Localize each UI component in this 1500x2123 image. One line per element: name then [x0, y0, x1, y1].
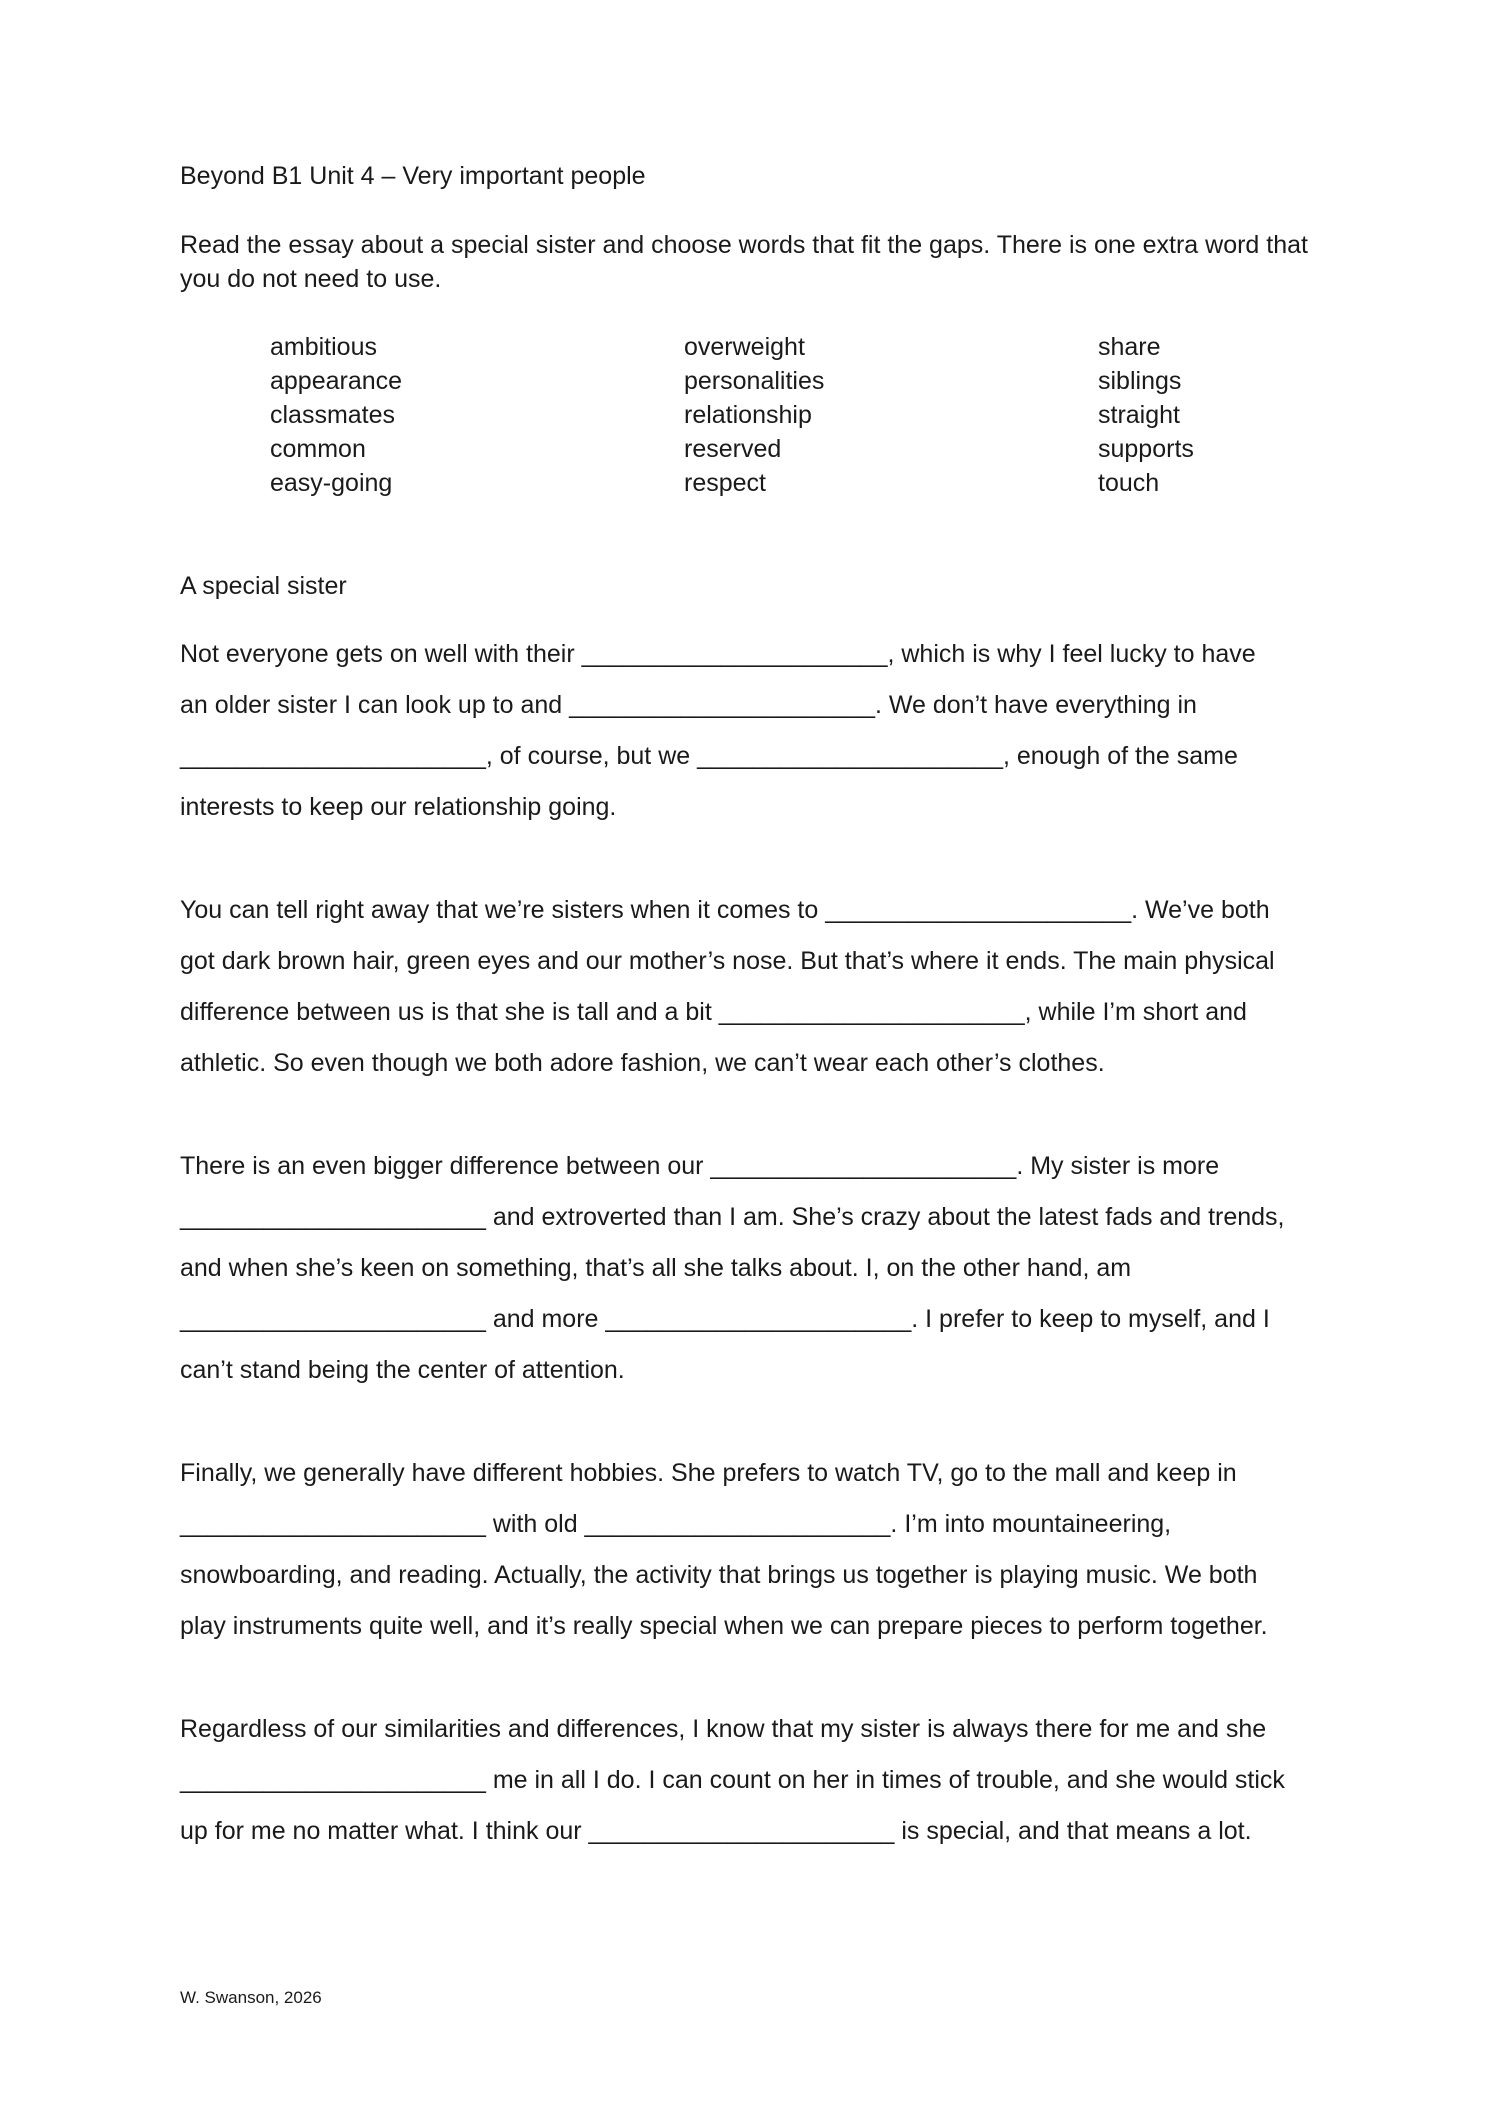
- word-bank-item: siblings: [1098, 367, 1182, 395]
- word-bank-item: personalities: [684, 367, 825, 395]
- essay-line: ______________________ me in all I do. I can count on her in times of trouble, and she would stick: [180, 1766, 1285, 1794]
- essay-title: A special sister: [180, 572, 347, 600]
- page-footer: W. Swanson, 2026: [180, 1988, 322, 2007]
- word-bank-item: supports: [1098, 435, 1194, 463]
- word-bank-column-1: [270, 330, 402, 500]
- essay-line: snowboarding, and reading. Actually, the activity that brings us together is playing music. We both: [180, 1561, 1258, 1589]
- essay-paragraph-4: [180, 1448, 1340, 1652]
- essay-line: and when she’s keen on something, that’s all she talks about. I, on the other hand, am: [180, 1254, 1132, 1282]
- word-bank-item: straight: [1098, 401, 1180, 429]
- essay-paragraph-3: [180, 1141, 1340, 1396]
- essay-line: difference between us is that she is tall and a bit ______________________, while I’m short and: [180, 998, 1247, 1026]
- word-bank-column-3: [1098, 330, 1194, 500]
- word-bank-item: relationship: [684, 401, 812, 429]
- word-bank-item: ambitious: [270, 333, 377, 361]
- word-bank-item: appearance: [270, 367, 403, 395]
- word-bank-column-2: [684, 330, 824, 500]
- essay-line: ______________________ and more ______________________. I prefer to keep to myself, and I: [180, 1305, 1270, 1333]
- word-bank-item: overweight: [684, 333, 805, 361]
- essay-line: There is an even bigger difference between our ______________________. My sister is more: [180, 1152, 1220, 1180]
- worksheet-title: Beyond B1 Unit 4 – Very important people: [180, 162, 646, 190]
- word-bank-item: classmates: [270, 401, 396, 429]
- essay-line: You can tell right away that we’re sisters when it comes to ______________________. We’ve both: [180, 896, 1270, 924]
- essay-paragraph-2: [180, 885, 1340, 1089]
- essay-line: Not everyone gets on well with their ______________________, which is why I feel lucky to have: [180, 640, 1256, 668]
- essay-line: got dark brown hair, green eyes and our mother’s nose. But that’s where it ends. The main physical: [180, 947, 1275, 975]
- essay-line: play instruments quite well, and it’s really special when we can prepare pieces to perform together.: [180, 1612, 1268, 1640]
- essay-line: Regardless of our similarities and differences, I know that my sister is always there for me and she: [180, 1715, 1267, 1743]
- essay-paragraph-5: [180, 1704, 1340, 1857]
- word-bank-item: touch: [1098, 469, 1160, 497]
- word-bank-item: respect: [684, 469, 766, 497]
- essay-line: an older sister I can look up to and ______________________. We don’t have everything in: [180, 691, 1197, 719]
- word-bank-item: common: [270, 435, 366, 463]
- word-bank-item: reserved: [684, 435, 782, 463]
- essay-line: interests to keep our relationship going.: [180, 793, 617, 821]
- word-bank-item: easy-going: [270, 469, 393, 497]
- word-bank-item: share: [1098, 333, 1161, 361]
- essay-line: Finally, we generally have different hobbies. She prefers to watch TV, go to the mall and keep in: [180, 1459, 1237, 1487]
- essay-line: ______________________ with old ______________________. I’m into mountaineering,: [180, 1510, 1172, 1538]
- essay-line: ______________________, of course, but we ______________________, enough of the same: [180, 742, 1238, 770]
- essay-paragraph-1: [180, 629, 1340, 833]
- word-bank: [270, 330, 1320, 505]
- essay-line: up for me no matter what. I think our ______________________ is special, and that means a lot.: [180, 1817, 1252, 1845]
- essay-line: athletic. So even though we both adore fashion, we can’t wear each other’s clothes.: [180, 1049, 1105, 1077]
- instructions: Read the essay about a special sister and choose words that fit the gaps. There is one extra word that you do not need to use.: [180, 231, 1308, 293]
- essay-line: can’t stand being the center of attention.: [180, 1356, 625, 1384]
- essay-line: ______________________ and extroverted than I am. She’s crazy about the latest fads and trends,: [180, 1203, 1285, 1231]
